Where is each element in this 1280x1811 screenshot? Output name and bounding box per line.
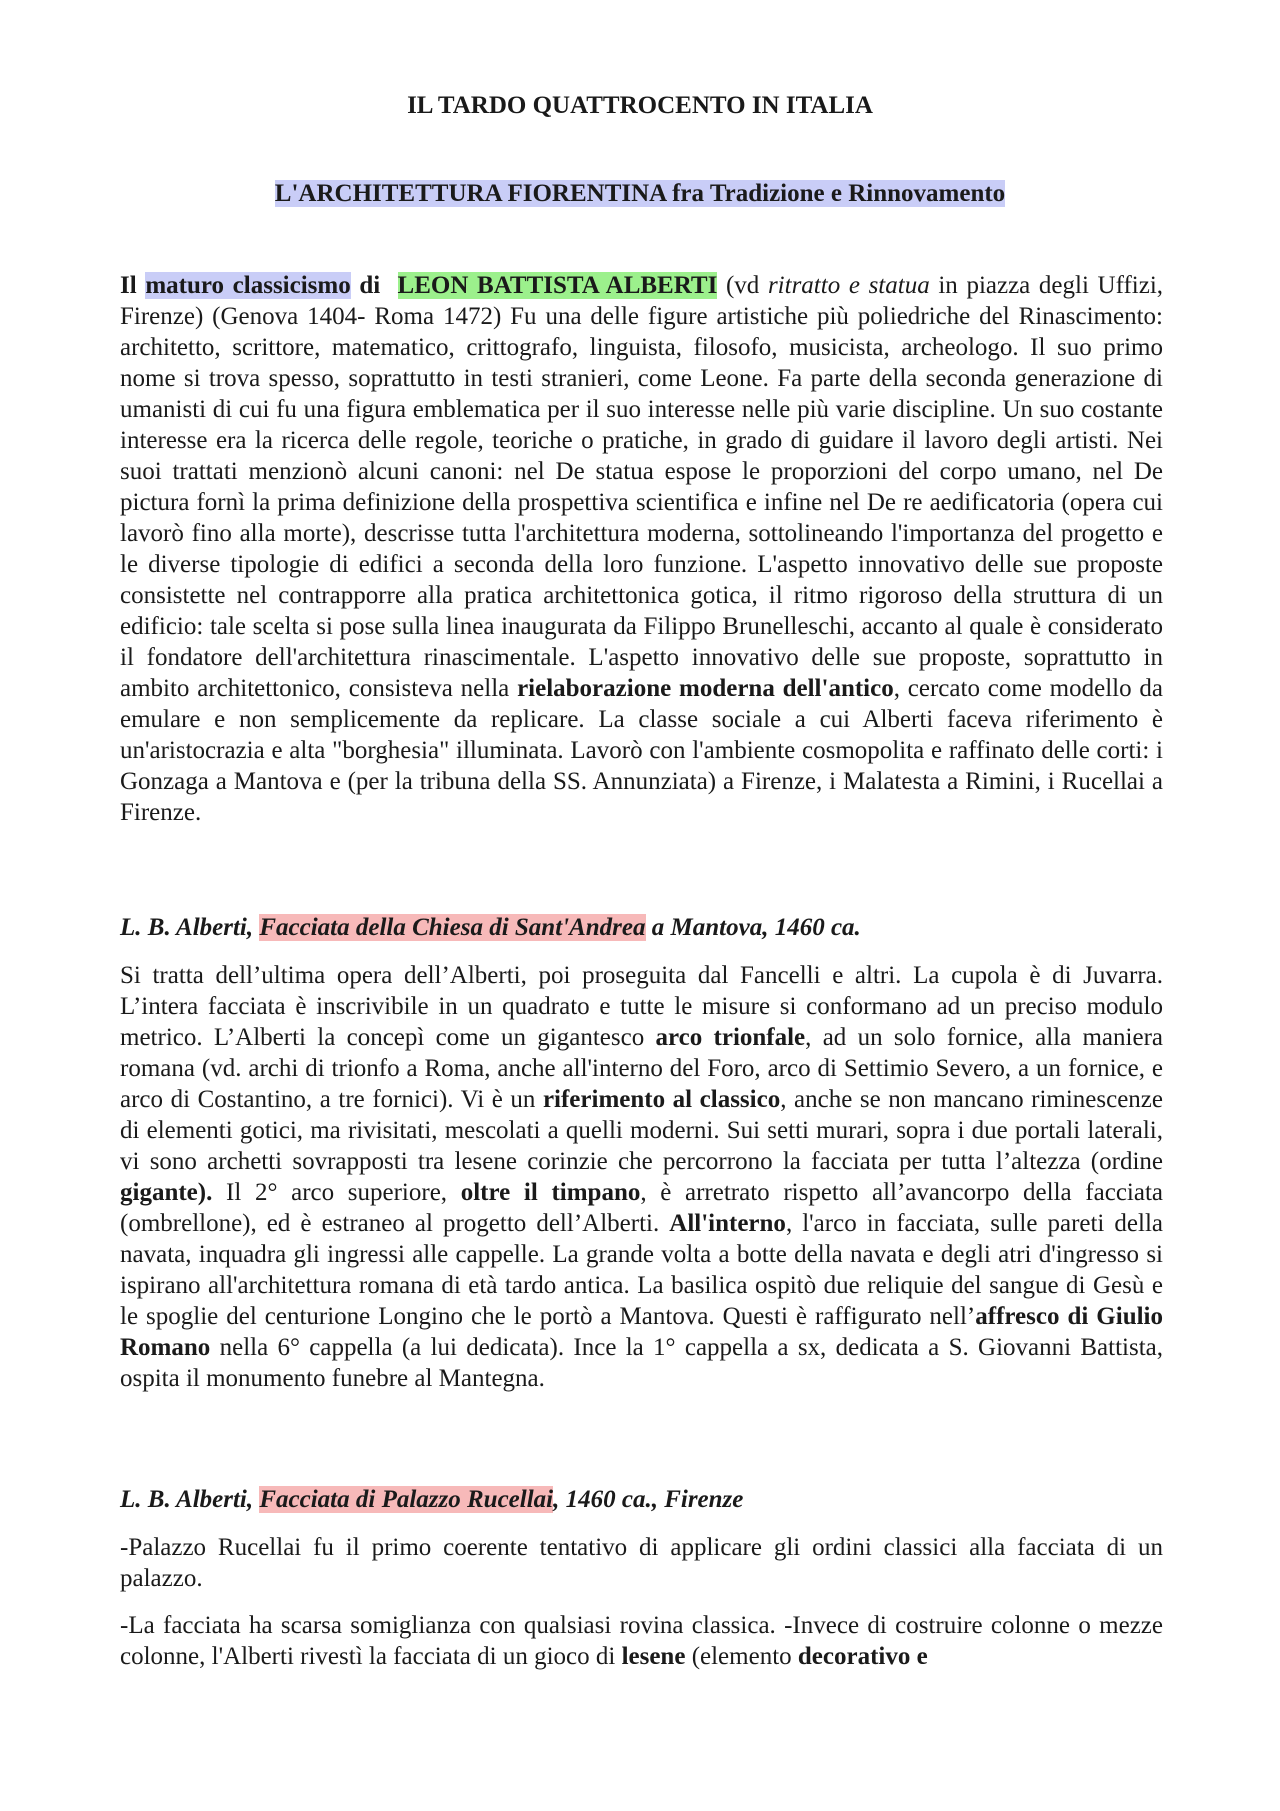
rucellai-heading — [120, 1484, 1163, 1515]
santandrea-heading-suffix: a Mantova, 1460 ca. — [645, 914, 861, 941]
ritratto-text: ritratto e statua — [767, 272, 930, 299]
rucellai-text-1: -Palazzo Rucellai fu il primo coerente tentativo di applicare gli ordini classici alla facciata di un palazzo. — [120, 1534, 1163, 1592]
alberti-bold-1: rielaborazione moderna dell'antico — [517, 675, 894, 702]
di-word: di — [359, 272, 381, 299]
document-title: IL TARDO QUATTROCENTO IN ITALIA — [407, 92, 873, 119]
vd-open: (vd — [725, 272, 760, 299]
alberti-body-1: in piazza degli Uffizi, Firenze) (Genova 1404- Roma 1472) Fu una delle figure artistiche più poliedriche del Rinascimento: architetto, scrittore, matematico, crittografo, linguista, filosofo, musicista, archeologo. Il suo primo nome si trova spesso, soprattutto in testi stranieri, come Leone. Fa parte della seconda generazione di umanisti di cui fu una figura emblematica per il suo interesse nelle più varie discipline. Un suo costante interesse era la ricerca delle regole, teoriche o pratiche, in grado di guidare il lavoro degli artisti. Nei suoi trattati menzionò alcuni canoni: nel De statua espose le proporzioni del corpo umano, nel De pictura fornì la prima definizione della prospettiva scientifica e infine nel De re aedificatoria (opera cui lavorò fino alla morte), descrisse tutta l'architettura moderna, sottolineando l'importanza del progetto e le diverse tipologie di edifici a seconda della loro funzione. L'aspetto innovativo delle sue proposte consistette nel contrapporre alla pratica architettonica gotica, il ritmo rigoroso della struttura di un edificio: tale scelta si pose sulla linea inaugurata da Filippo Brunelleschi, accanto al quale è considerato il fondatore dell'architettura rinascimentale. L'aspetto innovativo delle sue proposte, soprattutto in ambito architettonico, consisteva nella — [120, 272, 1164, 702]
santandrea-text-2: , ad un solo fornice, alla maniera romana (vd. archi di trionfo a Roma, anche all'interno del Foro, arco di Settimio Severo, a un fornice, e arco di Costantino, a tre fornici). Vi è un — [120, 1024, 1163, 1113]
rucellai-bold-decorativo: decorativo e — [797, 1643, 928, 1670]
santandrea-bold-4: oltre il timpano — [460, 1179, 641, 1206]
santandrea-heading-highlight: Facciata della Chiesa di Sant'Andrea — [259, 914, 646, 941]
alberti-paragraph — [120, 270, 1163, 828]
santandrea-bold-1: arco trionfale — [655, 1024, 806, 1051]
santandrea-bold-6: affresco di Giulio Romano — [120, 1303, 1163, 1361]
santandrea-heading — [120, 912, 1163, 943]
il-word: Il — [120, 272, 137, 299]
document-subtitle — [0, 180, 1280, 208]
rucellai-heading-highlight: Facciata di Palazzo Rucellai — [259, 1486, 554, 1513]
rucellai-paragraph-1 — [120, 1532, 1163, 1594]
santandrea-heading-prefix: L. B. Alberti, — [120, 914, 260, 941]
santandrea-text-7: nella 6° cappella (a lui dedicata). Ince la 1° cappella a sx, dedicata a S. Giovanni Battista, ospita il monumento funebre al Mantegna. — [120, 1334, 1163, 1392]
santandrea-text-1: Si tratta dell’ultima opera dell’Alberti, poi proseguita dal Fancelli e altri. La cupola è di Juvarra. L’intera facciata è inscrivibile in un quadrato e tutte le misure si conformano ad un preciso modulo metrico. L’Alberti la concepì come un gigantesco — [120, 962, 1163, 1051]
rucellai-text-2a: -La facciata ha scarsa somiglianza con qualsiasi rovina classica. -Invece di costruire colonne o mezze colonne, l'Alberti rivestì la facciata di un gioco di — [120, 1612, 1163, 1670]
rucellai-bold-lesene: lesene — [621, 1643, 686, 1670]
santandrea-text-5: , è arretrato rispetto all’avancorpo della facciata (ombrellone), ed è estraneo al progetto dell’Alberti. — [120, 1179, 1163, 1237]
santandrea-text-4: Il 2° arco superiore, — [212, 1179, 461, 1206]
rucellai-paragraph-2 — [120, 1610, 1163, 1672]
maturo-classicismo-highlight: maturo classicismo — [145, 272, 351, 299]
santandrea-text-6: , l'arco in facciata, sulle pareti della navata, inquadra gli ingressi alle cappelle. La grande volta a botte della navata e degli atri d'ingresso si ispirano all'architettura romana di età tardo antica. La basilica ospitò due reliquie del sangue di Gesù e le spoglie del centurione Longino che le portò a Mantova. Questi è raffigurato nell’ — [120, 1210, 1164, 1330]
rucellai-text-2c: (elemento — [685, 1643, 798, 1670]
alberti-body-2: , cercato come modello da emulare e non semplicemente da replicare. La classe sociale a cui Alberti faceva riferimento è un'aristocrazia e alta "borghesia" illuminata. Lavorò con l'ambiente cosmopolita e raffinato delle corti: i Gonzaga a Mantova e (per la tribuna della SS. Annunziata) a Firenze, i Malatesta a Rimini, i Rucellai a Firenze. — [120, 675, 1164, 826]
rucellai-heading-prefix: L. B. Alberti, — [120, 1486, 260, 1513]
rucellai-heading-suffix: , 1460 ca., Firenze — [553, 1486, 744, 1513]
subtitle-highlight: L'ARCHITETTURA FIORENTINA fra Tradizione e Rinnovamento — [274, 180, 1006, 207]
santandrea-bold-2: riferimento al classico — [542, 1086, 781, 1113]
santandrea-bold-3: gigante). — [120, 1179, 213, 1206]
santandrea-bold-5: All'interno — [669, 1210, 786, 1237]
santandrea-text-3: , anche se non mancano riminescenze di elementi gotici, ma rivisitati, mescolati a quelli moderni. Sui setti murari, sopra i due portali laterali, vi sono archetti sovrapposti tra lesene corinzie che percorrono la facciata per tutta l’altezza (ordine — [120, 1086, 1163, 1175]
alberti-name-highlight: LEON BATTISTA ALBERTI — [397, 272, 718, 299]
santandrea-paragraph — [120, 960, 1163, 1394]
